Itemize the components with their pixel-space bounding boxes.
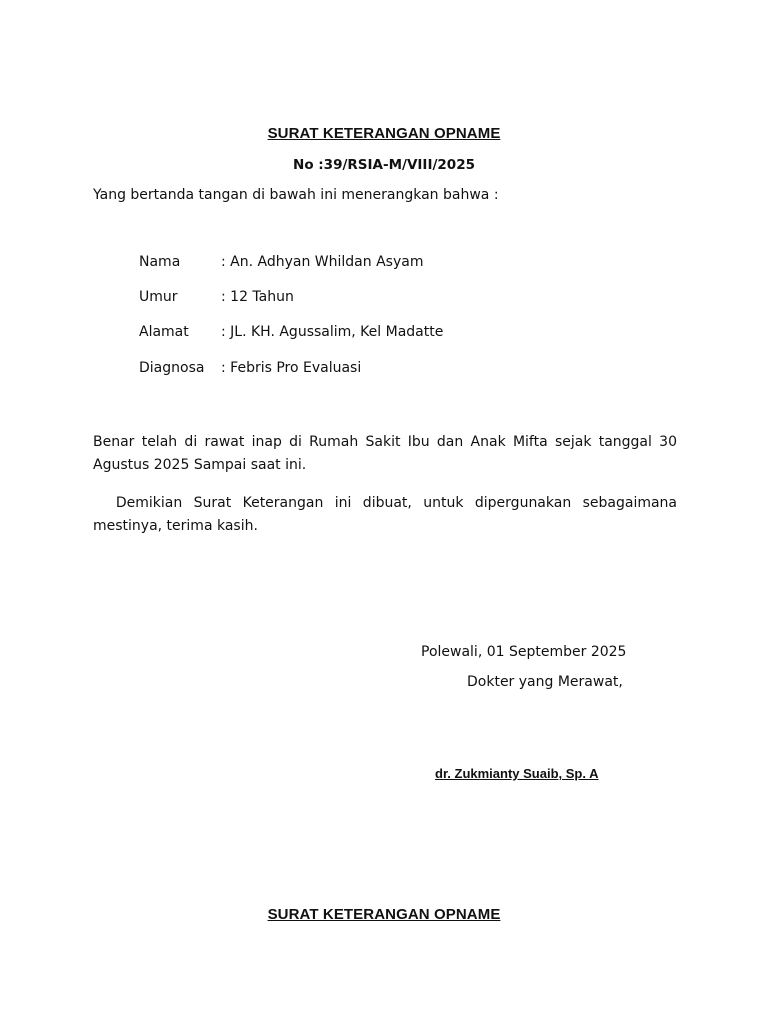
place-date: Polewali, 01 September 2025 xyxy=(421,644,627,660)
signer-name: dr. Zukmianty Suaib, Sp. A xyxy=(435,766,599,781)
field-label: Umur xyxy=(139,289,178,305)
field-label: Alamat xyxy=(139,324,189,340)
closing-paragraph: Demikian Surat Keterangan ini dibuat, untuk dipergunakan sebagaimana mestinya, terima kasih. xyxy=(93,495,682,534)
next-page-title: SURAT KETERANGAN OPNAME xyxy=(267,906,501,923)
intro-text: Yang bertanda tangan di bawah ini menerangkan bahwa : xyxy=(93,187,499,203)
document-title: SURAT KETERANGAN OPNAME xyxy=(267,125,501,142)
statement-paragraph: Benar telah di rawat inap di Rumah Sakit Ibu dan Anak Mifta sejak tanggal 30 Agustus 2025 Sampai saat ini. xyxy=(93,434,677,473)
document-number: No :39/RSIA-M/VIII/2025 xyxy=(293,157,475,173)
field-value: : 12 Tahun xyxy=(221,289,294,305)
signer-role: Dokter yang Merawat, xyxy=(467,674,623,690)
field-label: Diagnosa xyxy=(139,360,205,376)
field-label: Nama xyxy=(139,254,181,270)
field-value: : JL. KH. Agussalim, Kel Madatte xyxy=(221,324,444,340)
field-value: : Febris Pro Evaluasi xyxy=(221,360,362,376)
field-value: : An. Adhyan Whildan Asyam xyxy=(221,254,424,270)
